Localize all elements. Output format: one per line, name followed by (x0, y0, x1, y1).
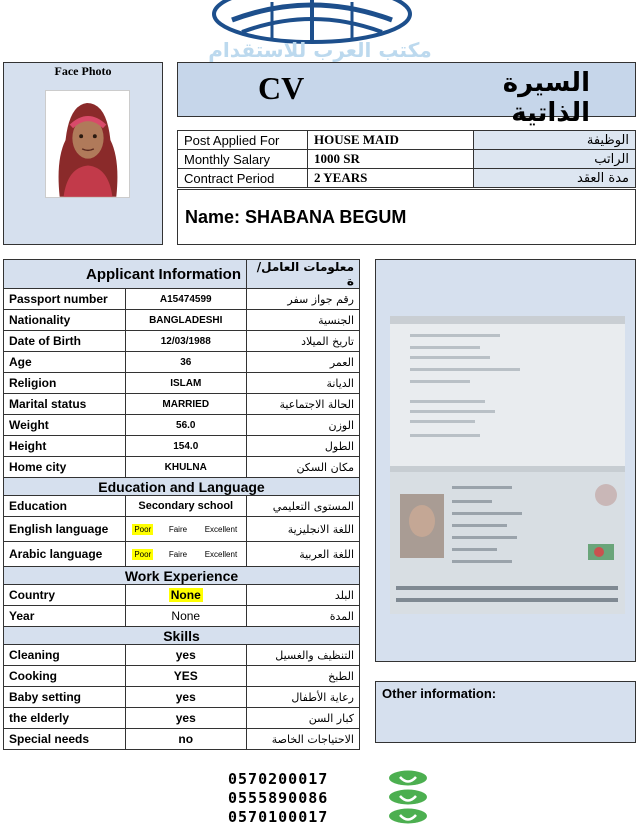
table-row (4, 542, 360, 567)
applicant-photo (45, 90, 130, 198)
education-label-arabic: المستوى التعليمي (247, 496, 360, 517)
field-label: Date of Birth (4, 331, 126, 352)
field-label: Religion (4, 373, 126, 394)
table-row (4, 645, 360, 666)
work-section-header (4, 567, 360, 585)
skill-value: yes (125, 708, 247, 729)
english-level-faire: Faire (168, 524, 188, 534)
salary-label: Monthly Salary (178, 150, 308, 169)
skill-value: yes (125, 645, 247, 666)
skill-label-arabic: كبار السن (247, 708, 360, 729)
field-value: A15474599 (125, 289, 247, 310)
table-row (4, 496, 360, 517)
arabic-levels (125, 542, 247, 567)
field-label: Marital status (4, 394, 126, 415)
skill-value: YES (125, 666, 247, 687)
year-label-arabic: المدة (247, 606, 360, 627)
education-value: Secondary school (125, 496, 247, 517)
field-value: KHULNA (125, 457, 247, 478)
field-label: Weight (4, 415, 126, 436)
english-level-poor: Poor (134, 524, 152, 534)
field-label-arabic: مكان السكن (247, 457, 360, 478)
salary-row (178, 150, 636, 169)
skill-label-arabic: التنظيف والغسيل (247, 645, 360, 666)
post-details-table (177, 130, 636, 188)
year-label: Year (4, 606, 126, 627)
skill-label: Special needs (4, 729, 126, 750)
contract-value: 2 YEARS (308, 169, 474, 188)
field-label-arabic: الطول (247, 436, 360, 457)
arabic-label-arabic: اللغة العربية (247, 542, 360, 567)
field-value: ISLAM (125, 373, 247, 394)
skills-section-header (4, 627, 360, 645)
field-label-arabic: العمر (247, 352, 360, 373)
skill-value: no (125, 729, 247, 750)
table-row (4, 436, 360, 457)
post-label: Post Applied For (178, 131, 308, 150)
arabic-label: Arabic language (4, 542, 126, 567)
skill-label-arabic: الطبخ (247, 666, 360, 687)
other-information-label: Other information: (382, 686, 497, 701)
education-section-header (4, 478, 360, 496)
whatsapp-icon (388, 789, 428, 805)
table-row (4, 415, 360, 436)
contract-label: Contract Period (178, 169, 308, 188)
english-levels (125, 517, 247, 542)
country-value: None (170, 588, 201, 602)
contract-label-arabic: مدة العقد (474, 169, 636, 188)
post-row (178, 131, 636, 150)
field-label: Passport number (4, 289, 126, 310)
skill-label: the elderly (4, 708, 126, 729)
table-row (4, 687, 360, 708)
skill-label: Baby setting (4, 687, 126, 708)
field-label: Nationality (4, 310, 126, 331)
post-label-arabic: الوظيفة (474, 131, 636, 150)
field-label-arabic: تاريخ الميلاد (247, 331, 360, 352)
whatsapp-icon (388, 770, 428, 786)
english-level-excellent: Excellent (204, 524, 238, 534)
passport-scan-image (390, 316, 625, 614)
arabic-level-excellent: Excellent (204, 549, 238, 559)
field-label-arabic: الوزن (247, 415, 360, 436)
cv-title-arabic: السيرة الذاتية (502, 68, 590, 128)
work-section-title: Work Experience (4, 567, 360, 585)
field-value: 12/03/1988 (125, 331, 247, 352)
company-name-arabic: مكتب العرب للاستقدام (208, 38, 432, 62)
applicant-info-table (3, 259, 360, 750)
post-value: HOUSE MAID (308, 131, 474, 150)
country-label: Country (4, 585, 126, 606)
table-row (4, 517, 360, 542)
field-value: 36 (125, 352, 247, 373)
field-value: 154.0 (125, 436, 247, 457)
skill-label: Cleaning (4, 645, 126, 666)
table-row (4, 310, 360, 331)
arabic-level-faire: Faire (168, 549, 188, 559)
table-row (4, 708, 360, 729)
field-label-arabic: الحالة الاجتماعية (247, 394, 360, 415)
table-row (4, 373, 360, 394)
salary-value: 1000 SR (308, 150, 474, 169)
applicant-name: Name: SHABANA BEGUM (185, 207, 407, 227)
applicant-section-header (4, 260, 360, 289)
skills-section-title: Skills (4, 627, 360, 645)
field-label: Home city (4, 457, 126, 478)
applicant-section-title: Applicant Information (4, 260, 247, 289)
table-row (4, 289, 360, 310)
year-value: None (125, 606, 247, 627)
table-row (4, 666, 360, 687)
table-row (4, 394, 360, 415)
phone-number: 0570100017 (228, 808, 329, 826)
english-label: English language (4, 517, 126, 542)
field-value: BANGLADESHI (125, 310, 247, 331)
table-row (4, 585, 360, 606)
education-section-title: Education and Language (4, 478, 360, 496)
table-row (4, 729, 360, 750)
field-label: Height (4, 436, 126, 457)
skill-label-arabic: الاحتياجات الخاصة (247, 729, 360, 750)
field-value: MARRIED (125, 394, 247, 415)
face-photo-title: Face Photo (54, 64, 112, 78)
field-value: 56.0 (125, 415, 247, 436)
field-label-arabic: الديانة (247, 373, 360, 394)
skill-label: Cooking (4, 666, 126, 687)
country-value-cell (125, 585, 247, 606)
skill-value: yes (125, 687, 247, 708)
table-row (4, 457, 360, 478)
field-label: Age (4, 352, 126, 373)
whatsapp-icon (388, 808, 428, 824)
phone-number: 0570200017 (228, 770, 329, 788)
applicant-section-title-arabic: معلومات العامل/ة (247, 260, 360, 289)
table-row (4, 331, 360, 352)
arabic-level-poor: Poor (134, 549, 152, 559)
cv-title-english: CV (258, 70, 305, 106)
table-row (4, 352, 360, 373)
table-row (4, 606, 360, 627)
salary-label-arabic: الراتب (474, 150, 636, 169)
field-label-arabic: الجنسية (247, 310, 360, 331)
english-label-arabic: اللغة الانجليزية (247, 517, 360, 542)
phone-number: 0555890086 (228, 789, 329, 807)
field-label-arabic: رقم جواز سفر (247, 289, 360, 310)
education-label: Education (4, 496, 126, 517)
skill-label-arabic: رعاية الأطفال (247, 687, 360, 708)
contract-row (178, 169, 636, 188)
country-label-arabic: البلد (247, 585, 360, 606)
